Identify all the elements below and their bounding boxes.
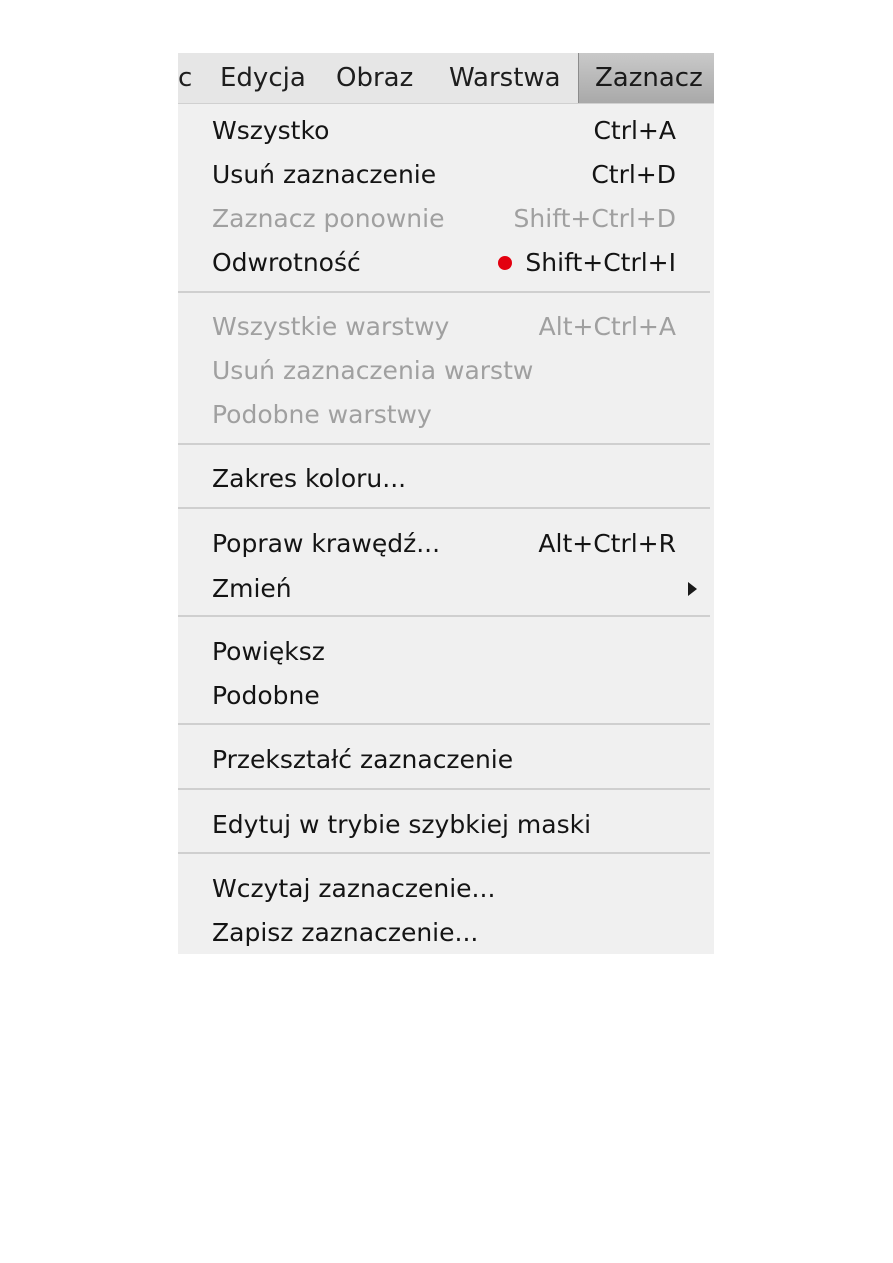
menu-bar [178,53,714,104]
menu-obraz[interactable]: Obraz [336,63,414,93]
menu-item-zakres-koloru[interactable] [178,457,714,501]
menu-item-label: Podobne warstwy [212,400,432,429]
menu-item-edytuj-szybka-maska[interactable] [178,803,714,847]
menu-item-label: Usuń zaznaczenia warstw [212,356,534,385]
submenu-arrow-icon [688,582,697,596]
menu-separator [178,852,710,854]
menu-cut-item[interactable]: c [178,63,193,93]
menu-item-label: Odwrotność [212,248,361,277]
menu-item-odwrotnosc[interactable] [178,241,714,285]
menu-item-wczytaj-zaznaczenie[interactable] [178,867,714,911]
menu-separator [178,723,710,725]
menu-item-przeksztalc-zaznaczenie[interactable] [178,738,714,782]
menu-item-label: Popraw krawędź... [212,529,441,558]
screenshot-crop [178,53,714,954]
menu-item-shortcut: Alt+Ctrl+R [538,529,676,558]
menu-item-label: Zapisz zaznaczenie... [212,918,479,947]
menu-item-label: Wczytaj zaznaczenie... [212,874,496,903]
menu-zaznacz-active[interactable]: Zaznacz [578,53,714,103]
menu-item-podobne[interactable] [178,674,714,718]
menu-item-popraw-krawedz[interactable] [178,522,714,566]
menu-item-powieksz[interactable] [178,630,714,674]
menu-item-label: Edytuj w trybie szybkiej maski [212,810,592,839]
menu-separator [178,615,710,617]
menu-item-label: Powiększ [212,637,325,666]
menu-separator [178,507,710,509]
menu-item-usun-zaznaczenia-warstw [178,349,714,393]
menu-item-label: Wszystkie warstwy [212,312,450,341]
menu-separator [178,788,710,790]
red-dot-marker-icon [498,256,512,270]
menu-item-shortcut: Alt+Ctrl+A [538,312,676,341]
menu-item-wszystkie-warstwy [178,305,714,349]
menu-separator [178,443,710,445]
menu-warstwa[interactable]: Warstwa [449,63,561,93]
menu-item-zmien[interactable] [178,567,714,611]
menu-item-usun-zaznaczenie[interactable] [178,153,714,197]
menu-item-shortcut: Ctrl+D [591,160,676,189]
menu-item-label: Podobne [212,681,320,710]
menu-item-shortcut: Shift+Ctrl+I [525,248,676,277]
menu-item-label: Wszystko [212,116,330,145]
menu-item-label: Zaznacz ponownie [212,204,445,233]
menu-item-wszystko[interactable] [178,109,714,153]
menu-item-shortcut: Shift+Ctrl+D [513,204,676,233]
menu-item-shortcut: Ctrl+A [593,116,676,145]
menu-item-zaznacz-ponownie [178,197,714,241]
menu-item-label: Usuń zaznaczenie [212,160,437,189]
menu-item-label: Zmień [212,574,292,603]
menu-edycja[interactable]: Edycja [220,63,306,93]
menu-item-zapisz-zaznaczenie[interactable] [178,911,714,954]
menu-item-label: Przekształć zaznaczenie [212,745,514,774]
menu-separator [178,291,710,293]
menu-item-podobne-warstwy [178,393,714,437]
menu-item-label: Zakres koloru... [212,464,407,493]
